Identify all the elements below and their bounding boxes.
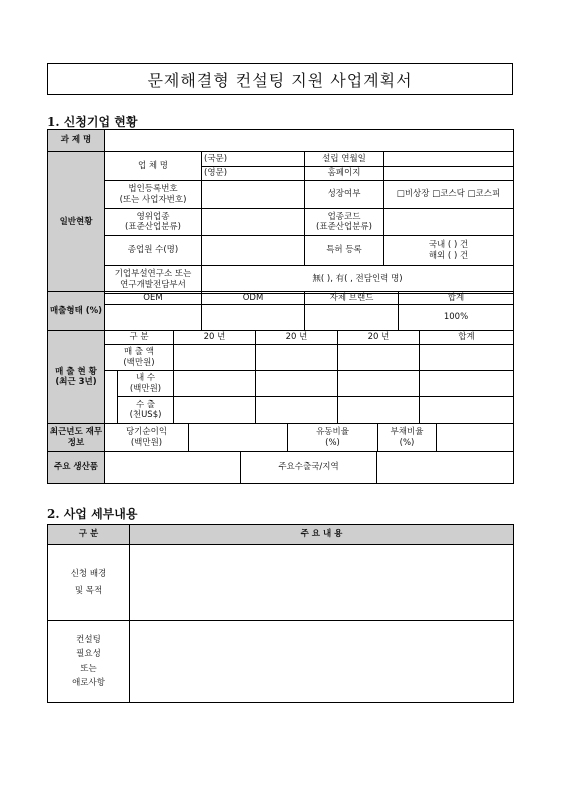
project-name-field[interactable] [105, 130, 514, 152]
document-title: 문제해결형 컨설팅 지원 사업계획서 [47, 63, 513, 95]
company-name-korean[interactable]: (국문) [202, 152, 305, 167]
main-products-label: 주요 생산품 [48, 452, 105, 484]
company-name-english[interactable]: (영문) [202, 167, 305, 181]
revenue-label: 매 출 액 (백만원) [105, 345, 174, 371]
gubun-header: 구 분 [105, 331, 174, 345]
main-products-table [47, 451, 514, 484]
employees-field[interactable] [202, 236, 305, 266]
background-label: 신청 배경 및 목적 [48, 545, 130, 621]
sales-status-label: 매 출 현 황 (최근 3년) [48, 331, 105, 424]
domestic-sales-label: 내 수 (백만원) [118, 371, 174, 397]
growth-stage-label: 성장여부 [305, 181, 384, 209]
domestic-y1[interactable] [174, 371, 256, 397]
need-label: 컨설팅 필요성 또는 애로사항 [48, 621, 130, 703]
revenue-y2[interactable] [256, 345, 338, 371]
sales-ratio-label: 매출형태 (%) [48, 292, 105, 331]
patents-label: 특허 등록 [305, 236, 384, 266]
sum-label: 합계 [399, 292, 514, 305]
general-status-label: 일반현황 [48, 152, 105, 294]
exports-label: 수 출 (천US$) [118, 397, 174, 424]
sales-ratio-table [47, 291, 514, 331]
growth-stage-options[interactable]: □비상장 □코스닥 □코스피 [384, 181, 514, 209]
main-products-field[interactable] [105, 452, 241, 484]
gubun-header-2: 구 분 [48, 525, 130, 545]
revenue-y3[interactable] [338, 345, 420, 371]
background-field[interactable] [130, 545, 514, 621]
odm-label: ODM [202, 292, 305, 305]
export-countries-label: 주요수출국/지역 [241, 452, 377, 484]
total-header: 합계 [420, 331, 514, 345]
year3-header: 20 년 [338, 331, 420, 345]
patents-field [384, 236, 514, 266]
rnd-field[interactable]: 無( ), 有( , 전담인력 명) [202, 266, 514, 294]
financial-info-table [47, 423, 514, 452]
sum-value: 100% [399, 305, 514, 331]
debt-ratio-label: 부채비율 (%) [378, 424, 437, 452]
domestic-y3[interactable] [338, 371, 420, 397]
company-name-label: 업 체 명 [105, 152, 202, 181]
section-2-heading: 2. 사업 세부내용 [47, 507, 138, 521]
domestic-y2[interactable] [256, 371, 338, 397]
section-1-heading: 1. 신청기업 현황 [47, 115, 138, 129]
oem-field[interactable] [105, 305, 202, 331]
exports-y2[interactable] [256, 397, 338, 424]
rnd-label: 기업부설연구소 또는 연구개발전담부서 [105, 266, 202, 294]
main-business-field[interactable] [202, 209, 305, 236]
year1-header: 20 년 [174, 331, 256, 345]
company-status-table [47, 129, 514, 294]
oem-label: OEM [105, 292, 202, 305]
corp-reg-label: 법인등록번호 (또는 사업자번호) [105, 181, 202, 209]
odm-field[interactable] [202, 305, 305, 331]
revenue-total[interactable] [420, 345, 514, 371]
business-details-table [47, 524, 514, 703]
indent-spacer-2 [105, 397, 118, 424]
indent-spacer [105, 371, 118, 397]
exports-y1[interactable] [174, 397, 256, 424]
industry-code-label: 업종코드 (표준산업분류) [305, 209, 384, 236]
main-content-header: 주 요 내 용 [130, 525, 514, 545]
debt-ratio-field[interactable] [437, 424, 514, 452]
established-label: 설립 연월일 [305, 152, 384, 167]
homepage-field[interactable] [384, 167, 514, 181]
net-income-label: 당기순이익 (백만원) [105, 424, 189, 452]
project-name-label: 과 제 명 [48, 130, 105, 152]
sales-status-table [47, 330, 514, 424]
corp-reg-field[interactable] [202, 181, 305, 209]
year2-header: 20 년 [256, 331, 338, 345]
domestic-total[interactable] [420, 371, 514, 397]
own-brand-label: 자체 브랜드 [305, 292, 399, 305]
industry-code-field[interactable] [384, 209, 514, 236]
exports-total[interactable] [420, 397, 514, 424]
patents-domestic[interactable]: 국내 ( ) 건 [428, 240, 469, 251]
revenue-y1[interactable] [174, 345, 256, 371]
export-countries-field[interactable] [377, 452, 514, 484]
established-field[interactable] [384, 152, 514, 167]
exports-y3[interactable] [338, 397, 420, 424]
employees-label: 종업원 수(명) [105, 236, 202, 266]
own-brand-field[interactable] [305, 305, 399, 331]
net-income-field[interactable] [189, 424, 288, 452]
need-field[interactable] [130, 621, 514, 703]
current-ratio-label: 유동비율 (%) [288, 424, 378, 452]
patents-overseas[interactable]: 해외 ( ) 건 [428, 250, 469, 261]
main-business-label: 영위업종 (표준산업분류) [105, 209, 202, 236]
fin-info-label: 최근년도 재무정보 [48, 424, 105, 452]
homepage-label: 홈페이지 [305, 167, 384, 181]
